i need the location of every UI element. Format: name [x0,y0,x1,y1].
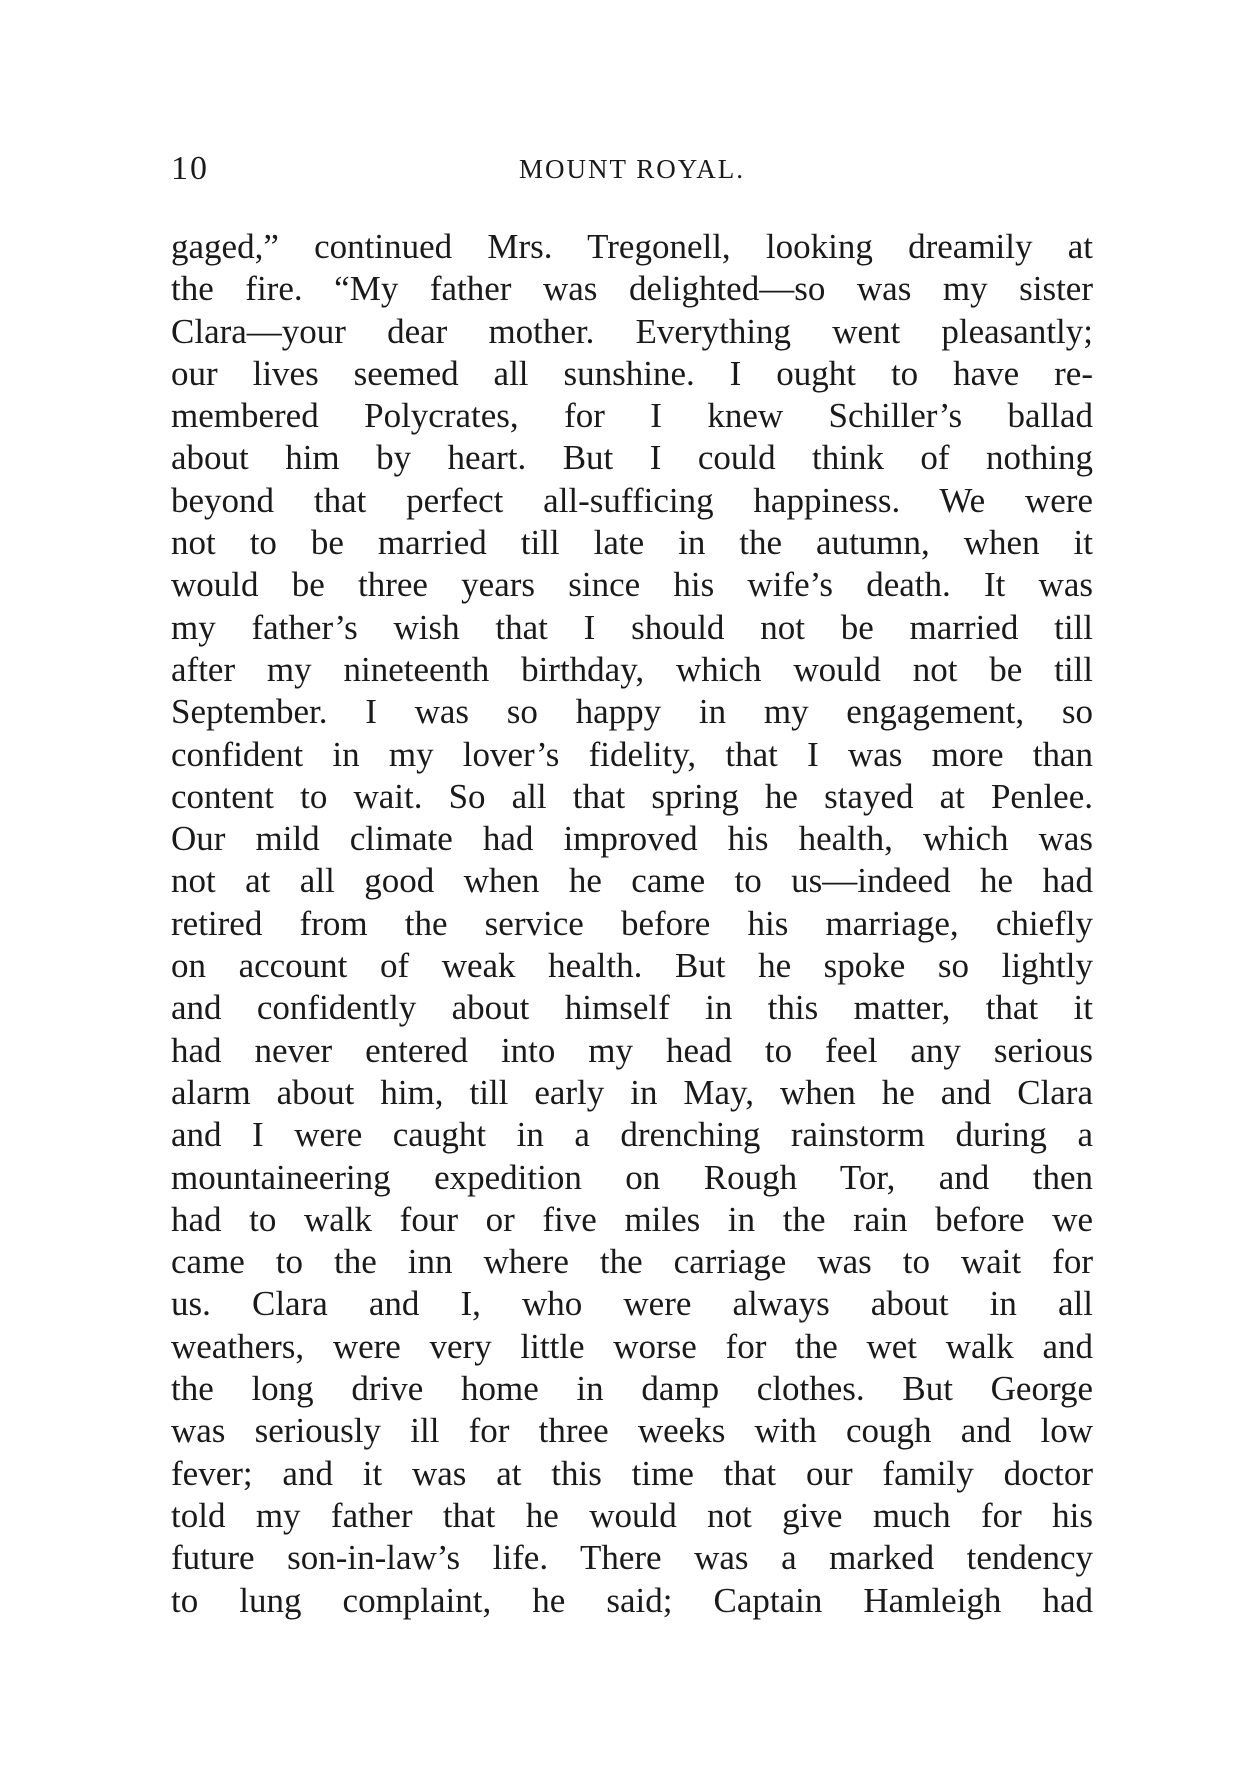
text-line: about him by heart. But I could think of nothing [171,438,1093,478]
text-line: had never entered into my head to feel any serious [171,1030,1093,1070]
text-line: our lives seemed all sunshine. I ought to have re- [171,353,1093,393]
text-line: content to wait. So all that spring he stayed at Penlee. [171,776,1093,816]
text-line: had to walk four or five miles in the rain before we [171,1199,1093,1239]
text-line: on account of weak health. But he spoke so lightly [171,946,1093,986]
text-line: to lung complaint, he said; Captain Hamleigh had [171,1580,1093,1620]
text-line: September. I was so happy in my engagement, so [171,692,1093,732]
text-line: gaged,” continued Mrs. Tregonell, looking dreamily at [171,227,1093,266]
text-line: retired from the service before his marriage, chiefly [171,903,1093,943]
body-text [171,226,1093,1622]
text-line: us. Clara and I, who were always about in all [171,1284,1093,1324]
text-line: the fire. “My father was delighted—so was my sister [171,269,1093,309]
text-line: would be three years since his wife’s death. It was [171,565,1093,605]
text-line: Our mild climate had improved his health, which was [171,819,1093,859]
text-line: told my father that he would not give much for his [171,1495,1093,1535]
text-line: alarm about him, till early in May, when he and Clara [171,1072,1093,1112]
text-line: and confidently about himself in this matter, that it [171,988,1093,1028]
text-line: the long drive home in damp clothes. But George [171,1369,1093,1409]
text-line: not at all good when he came to us—indeed he had [171,861,1093,901]
text-line: weathers, were very little worse for the wet walk and [171,1326,1093,1366]
text-line: future son-in-law’s life. There was a marked tendency [171,1538,1093,1578]
text-line: and I were caught in a drenching rainstorm during a [171,1115,1093,1155]
text-line: not to be married till late in the autumn, when it [171,523,1093,563]
page-number: 10 [171,150,209,187]
running-head: MOUNT ROYAL. [518,154,745,184]
text-line: beyond that perfect all-sufficing happiness. We were [171,480,1093,520]
text-line: fever; and it was at this time that our family doctor [171,1453,1093,1493]
text-line: membered Polycrates, for I knew Schiller’s ballad [171,396,1093,436]
text-line: after my nineteenth birthday, which would not be till [171,649,1093,689]
text-line: confident in my lover’s fidelity, that I was more than [171,734,1093,774]
text-line: my father’s wish that I should not be married till [171,607,1093,647]
page-header [171,150,1093,190]
text-line: was seriously ill for three weeks with cough and low [171,1411,1093,1451]
text-line: mountaineering expedition on Rough Tor, and then [171,1157,1093,1197]
text-line: came to the inn where the carriage was to wait for [171,1242,1093,1282]
text-line: Clara—your dear mother. Everything went pleasantly; [171,311,1093,351]
